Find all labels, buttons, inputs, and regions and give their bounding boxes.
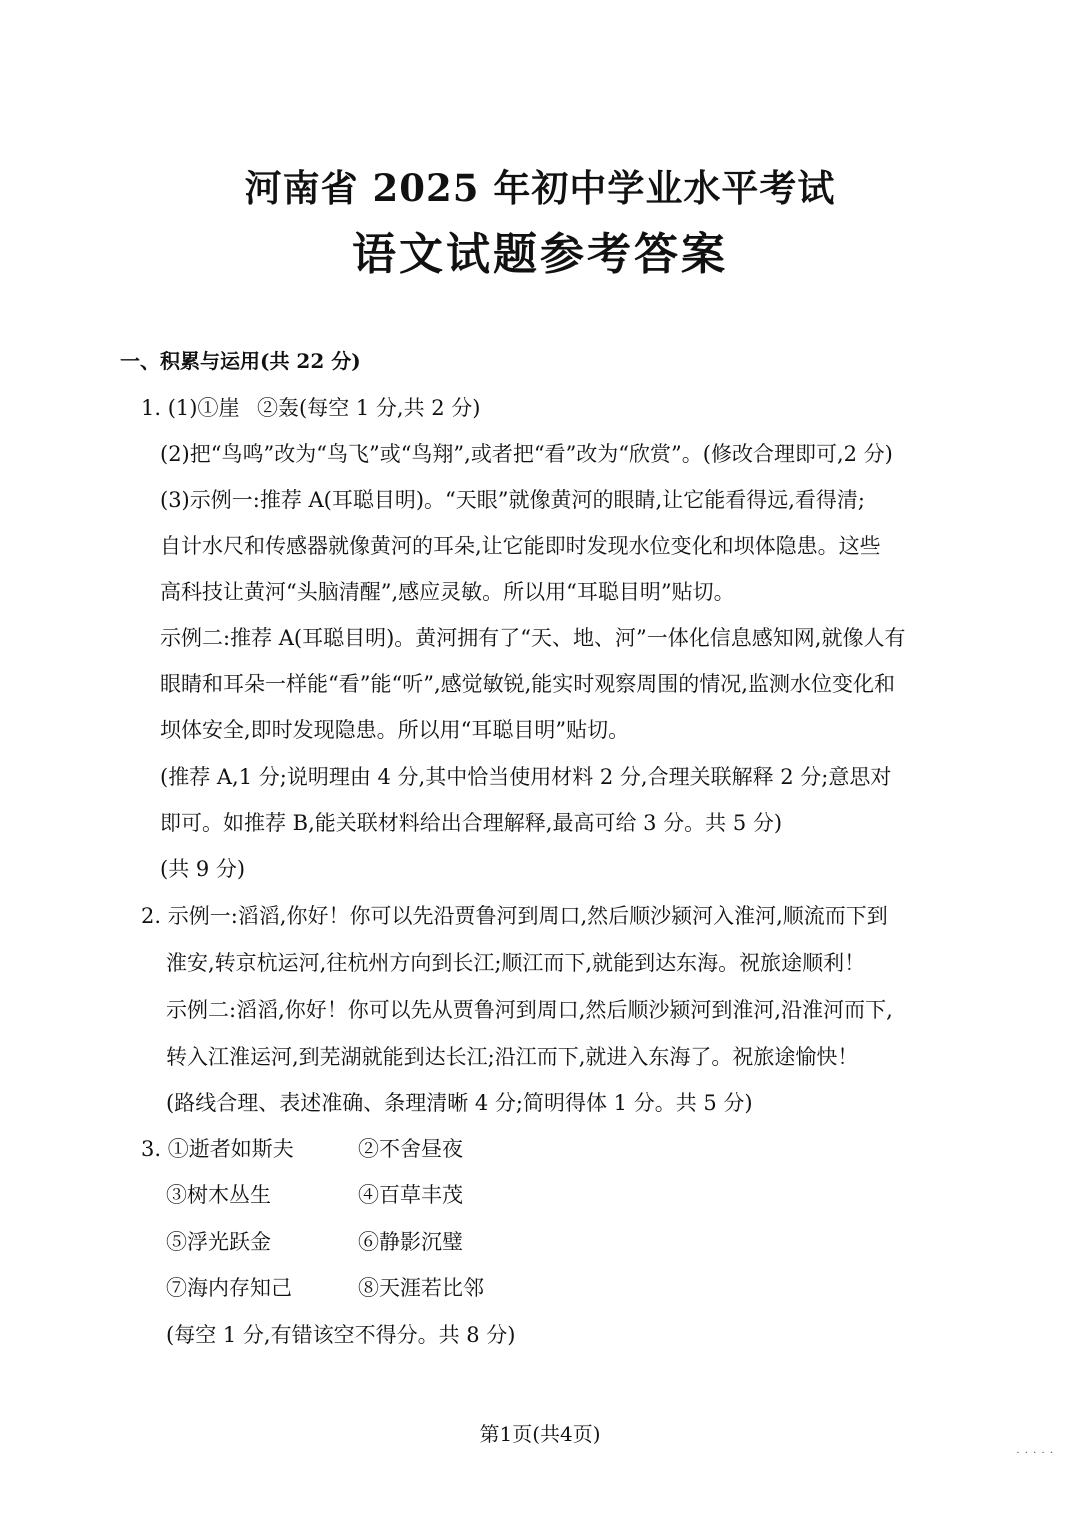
q3-answer: ⑧天涯若比邻	[358, 1276, 484, 1300]
q1-part1	[141, 393, 481, 423]
q3-answer: ⑦海内存知己	[166, 1276, 292, 1300]
q1-example2-line: 眼睛和耳朵一样能“看”能“听”,感觉敏锐,能实时观察周围的情况,监测水位变化和	[160, 672, 895, 696]
q1-part1-answer-a: 1. (1)①崖	[141, 396, 240, 420]
q3-row	[141, 1134, 294, 1164]
q1-example2-line: 示例二:推荐 A(耳聪目明)。黄河拥有了“天、地、河”一体化信息感知网,就像人有	[160, 626, 906, 650]
q1-part3-line: 高科技让黄河“头脑清醒”,感应灵敏。所以用“耳聪目明”贴切。	[160, 580, 735, 604]
q1-part2: (2)把“鸟鸣”改为“鸟飞”或“鸟翔”,或者把“看”改为“欣赏”。(修改合理即可,2 分)	[160, 442, 893, 466]
q1-part3-line: 自计水尺和传感器就像黄河的耳朵,让它能即时发现水位变化和坝体隐患。这些	[160, 534, 881, 558]
q1-scoring-line: (推荐 A,1 分;说明理由 4 分,其中恰当使用材料 2 分,合理关联解释 2 分;意思对	[160, 765, 892, 789]
q3-answer: ⑥静影沉璧	[358, 1230, 463, 1254]
page-number: 第1页(共4页)	[479, 1422, 601, 1446]
q2-line: 2. 示例一:滔滔,你好！你可以先沿贾鲁河到周口,然后顺沙颍河入淮河,顺流而下到	[141, 904, 888, 928]
document-title: 语文试题参考答案	[352, 229, 728, 280]
section-heading: 一、积累与运用(共 22 分)	[120, 349, 361, 373]
q2-line: 示例二:滔滔,你好！你可以先从贾鲁河到周口,然后顺沙颍河到淮河,沿淮河而下,	[166, 998, 893, 1022]
q2-scoring: (路线合理、表述准确、条理清晰 4 分;简明得体 1 分。共 5 分)	[166, 1091, 753, 1115]
q1-example2-line: 坝体安全,即时发现隐患。所以用“耳聪目明”贴切。	[160, 718, 630, 742]
q2-line: 转入江淮运河,到芜湖就能到达长江;沿江而下,就进入东海了。祝旅途愉快！	[166, 1045, 859, 1069]
scan-artifact: · · · · ·	[1016, 1448, 1054, 1459]
q1-total: (共 9 分)	[160, 857, 246, 881]
q3-answer: ⑤浮光跃金	[166, 1230, 271, 1254]
exam-title: 河南省 2025 年初中学业水平考试	[244, 166, 836, 210]
q3-answer: ②不舍昼夜	[358, 1137, 463, 1161]
q3-answer: 3. ①逝者如斯夫	[141, 1137, 294, 1161]
q1-part1-answer-b: ②轰(每空 1 分,共 2 分)	[257, 396, 481, 420]
q2-line: 淮安,转京杭运河,往杭州方向到长江;顺江而下,就能到达东海。祝旅途顺利！	[166, 951, 866, 975]
q3-scoring: (每空 1 分,有错该空不得分。共 8 分)	[166, 1323, 516, 1347]
q1-scoring-line: 即可。如推荐 B,能关联材料给出合理解释,最高可给 3 分。共 5 分)	[160, 811, 783, 835]
q3-answer: ③树木丛生	[166, 1183, 271, 1207]
q3-answer: ④百草丰茂	[358, 1183, 463, 1207]
q1-part3-line: (3)示例一:推荐 A(耳聪目明)。“天眼”就像黄河的眼睛,让它能看得远,看得清;	[160, 488, 865, 512]
